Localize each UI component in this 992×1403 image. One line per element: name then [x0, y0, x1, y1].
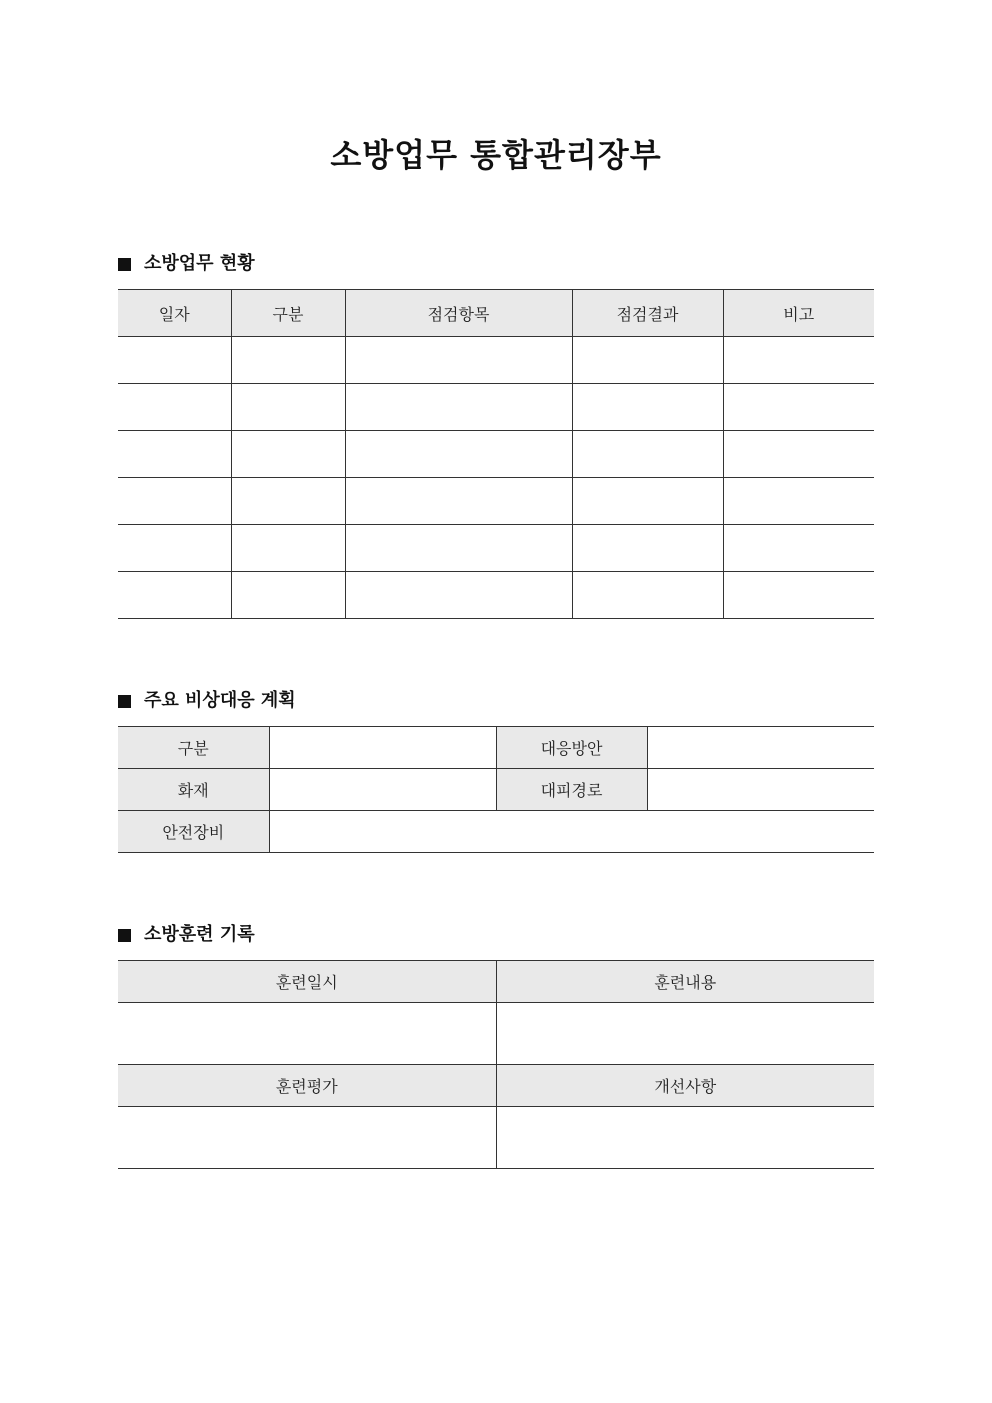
table-row — [118, 1003, 874, 1065]
table-row — [118, 961, 874, 1003]
table-cell[interactable] — [572, 525, 723, 572]
table-cell[interactable] — [572, 431, 723, 478]
label-improvements: 개선사항 — [496, 1065, 874, 1107]
section-heading-training — [118, 922, 255, 948]
improvements-value-cell[interactable] — [496, 1107, 874, 1169]
label-safety-equipment: 안전장비 — [118, 811, 269, 853]
table-row — [118, 337, 874, 384]
label-category: 구분 — [118, 727, 269, 769]
column-header-remarks: 비고 — [723, 290, 874, 337]
table-row — [118, 525, 874, 572]
status-table — [118, 289, 874, 619]
status-table-header-row — [118, 290, 874, 337]
table-cell[interactable] — [231, 478, 345, 525]
table-cell[interactable] — [723, 478, 874, 525]
table-cell[interactable] — [118, 525, 231, 572]
column-header-date: 일자 — [118, 290, 231, 337]
table-row — [118, 811, 874, 853]
table-cell[interactable] — [572, 478, 723, 525]
training-evaluation-value-cell[interactable] — [118, 1107, 496, 1169]
emergency-plan-table — [118, 726, 874, 853]
training-content-value-cell[interactable] — [496, 1003, 874, 1065]
response-plan-value-cell[interactable] — [647, 727, 874, 769]
training-record-table — [118, 960, 874, 1169]
table-cell[interactable] — [118, 431, 231, 478]
black-square-bullet-icon — [118, 695, 131, 708]
table-cell[interactable] — [723, 572, 874, 619]
table-cell[interactable] — [118, 337, 231, 384]
table-row — [118, 431, 874, 478]
table-cell[interactable] — [231, 384, 345, 431]
section-heading-emergency-label: 주요 비상대응 계획 — [144, 690, 296, 711]
document-title: 소방업무 통합관리장부 — [330, 136, 662, 174]
label-fire: 화재 — [118, 769, 269, 811]
table-cell[interactable] — [231, 431, 345, 478]
table-cell[interactable] — [572, 384, 723, 431]
label-training-evaluation: 훈련평가 — [118, 1065, 496, 1107]
label-response-plan: 대응방안 — [496, 727, 647, 769]
table-row — [118, 1065, 874, 1107]
table-cell[interactable] — [345, 431, 572, 478]
table-row — [118, 1107, 874, 1169]
evacuation-route-value-cell[interactable] — [647, 769, 874, 811]
table-cell[interactable] — [118, 384, 231, 431]
table-cell[interactable] — [723, 337, 874, 384]
table-cell[interactable] — [572, 572, 723, 619]
table-row — [118, 478, 874, 525]
table-cell[interactable] — [572, 337, 723, 384]
table-cell[interactable] — [345, 525, 572, 572]
table-cell[interactable] — [723, 431, 874, 478]
column-header-category: 구분 — [231, 290, 345, 337]
label-training-content: 훈련내용 — [496, 961, 874, 1003]
table-cell[interactable] — [723, 525, 874, 572]
label-training-datetime: 훈련일시 — [118, 961, 496, 1003]
table-cell[interactable] — [231, 572, 345, 619]
column-header-inspection-result: 점검결과 — [572, 290, 723, 337]
section-heading-training-label: 소방훈련 기록 — [144, 924, 255, 945]
table-cell[interactable] — [345, 478, 572, 525]
black-square-bullet-icon — [118, 929, 131, 942]
table-row — [118, 572, 874, 619]
safety-equipment-value-cell[interactable] — [269, 811, 874, 853]
column-header-inspection-item: 점검항목 — [345, 290, 572, 337]
table-cell[interactable] — [345, 572, 572, 619]
black-square-bullet-icon — [118, 258, 131, 271]
training-datetime-value-cell[interactable] — [118, 1003, 496, 1065]
table-cell[interactable] — [118, 478, 231, 525]
table-cell[interactable] — [723, 384, 874, 431]
table-cell[interactable] — [231, 525, 345, 572]
table-row — [118, 769, 874, 811]
label-evacuation-route: 대피경로 — [496, 769, 647, 811]
table-cell[interactable] — [118, 572, 231, 619]
table-cell[interactable] — [345, 337, 572, 384]
section-heading-emergency — [118, 688, 296, 714]
table-cell[interactable] — [231, 337, 345, 384]
table-row — [118, 384, 874, 431]
table-cell[interactable] — [345, 384, 572, 431]
section-heading-status-label: 소방업무 현황 — [144, 253, 255, 274]
category-value-cell[interactable] — [269, 727, 496, 769]
table-row — [118, 727, 874, 769]
section-heading-status — [118, 251, 255, 277]
fire-value-cell[interactable] — [269, 769, 496, 811]
